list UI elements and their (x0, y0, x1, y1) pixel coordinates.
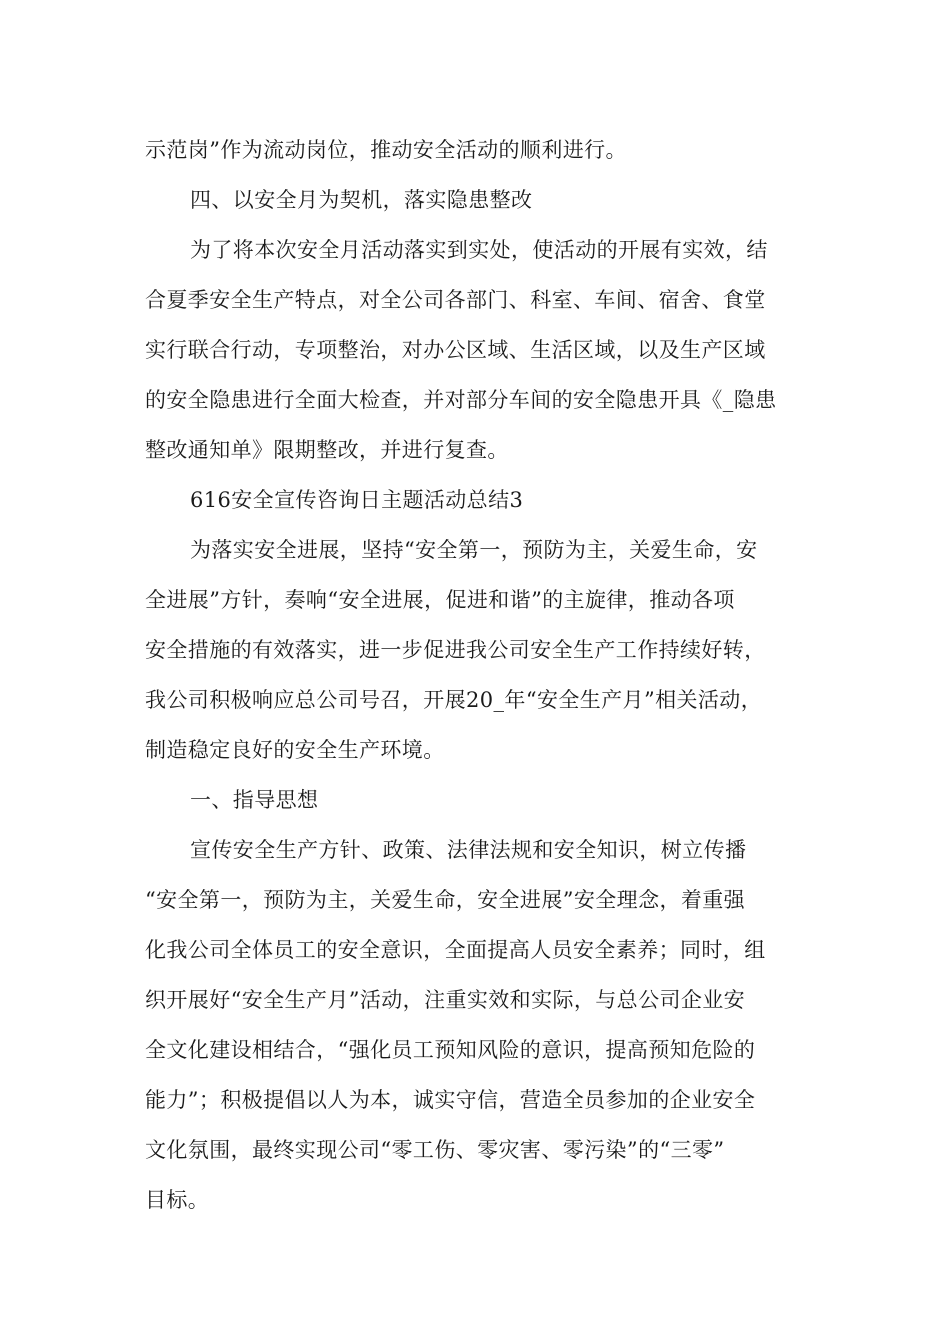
text-line: 文化氛围，最终实现公司“零工伤、零灾害、零污染”的“三零” (145, 1138, 725, 1162)
text-line: “安全第一，预防为主，关爱生命，安全进展”安全理念，着重强 (145, 888, 746, 912)
text-line: 织开展好“安全生产月”活动，注重实效和实际，与总公司企业安 (145, 988, 746, 1012)
text-line: 为落实安全进展，坚持“安全第一，预防为主，关爱生命，安 (190, 538, 758, 562)
article-title: 616安全宣传咨询日主题活动总结3 (190, 488, 524, 512)
text-line: 能力”；积极提倡以人为本，诚实守信，营造全员参加的企业安全 (145, 1088, 756, 1112)
text-line: 示范岗”作为流动岗位，推动安全活动的顺利进行。 (145, 138, 627, 162)
section-heading: 四、以安全月为契机，落实隐患整改 (190, 188, 533, 212)
text-line: 合夏季安全生产特点，对全公司各部门、科室、车间、宿舍、食堂 (145, 288, 766, 312)
text-line: 目标。 (145, 1188, 210, 1212)
text-line: 制造稳定良好的安全生产环境。 (145, 738, 445, 762)
section-heading: 一、指导思想 (190, 788, 319, 812)
text-line: 宣传安全生产方针、政策、法律法规和安全知识，树立传播 (190, 838, 747, 862)
text-line: 实行联合行动，专项整治，对办公区域、生活区域，以及生产区域 (145, 338, 766, 362)
text-line: 安全措施的有效落实，进一步促进我公司安全生产工作持续好转， (145, 638, 766, 662)
text-line: 全文化建设相结合，“强化员工预知风险的意识，提高预知危险的 (145, 1038, 756, 1062)
text-line: 我公司积极响应总公司号召，开展20_年“安全生产月”相关活动， (145, 688, 763, 712)
text-line: 为了将本次安全月活动落实到实处，使活动的开展有实效，结 (190, 238, 768, 262)
text-line: 整改通知单》限期整改，并进行复查。 (145, 438, 509, 462)
text-line: 的安全隐患进行全面大检查，并对部分车间的安全隐患开具《_隐患 (145, 388, 777, 412)
text-line: 化我公司全体员工的安全意识，全面提高人员安全素养；同时，组 (145, 938, 766, 962)
text-line: 全进展”方针，奏响“安全进展，促进和谐”的主旋律，推动各项 (145, 588, 735, 612)
